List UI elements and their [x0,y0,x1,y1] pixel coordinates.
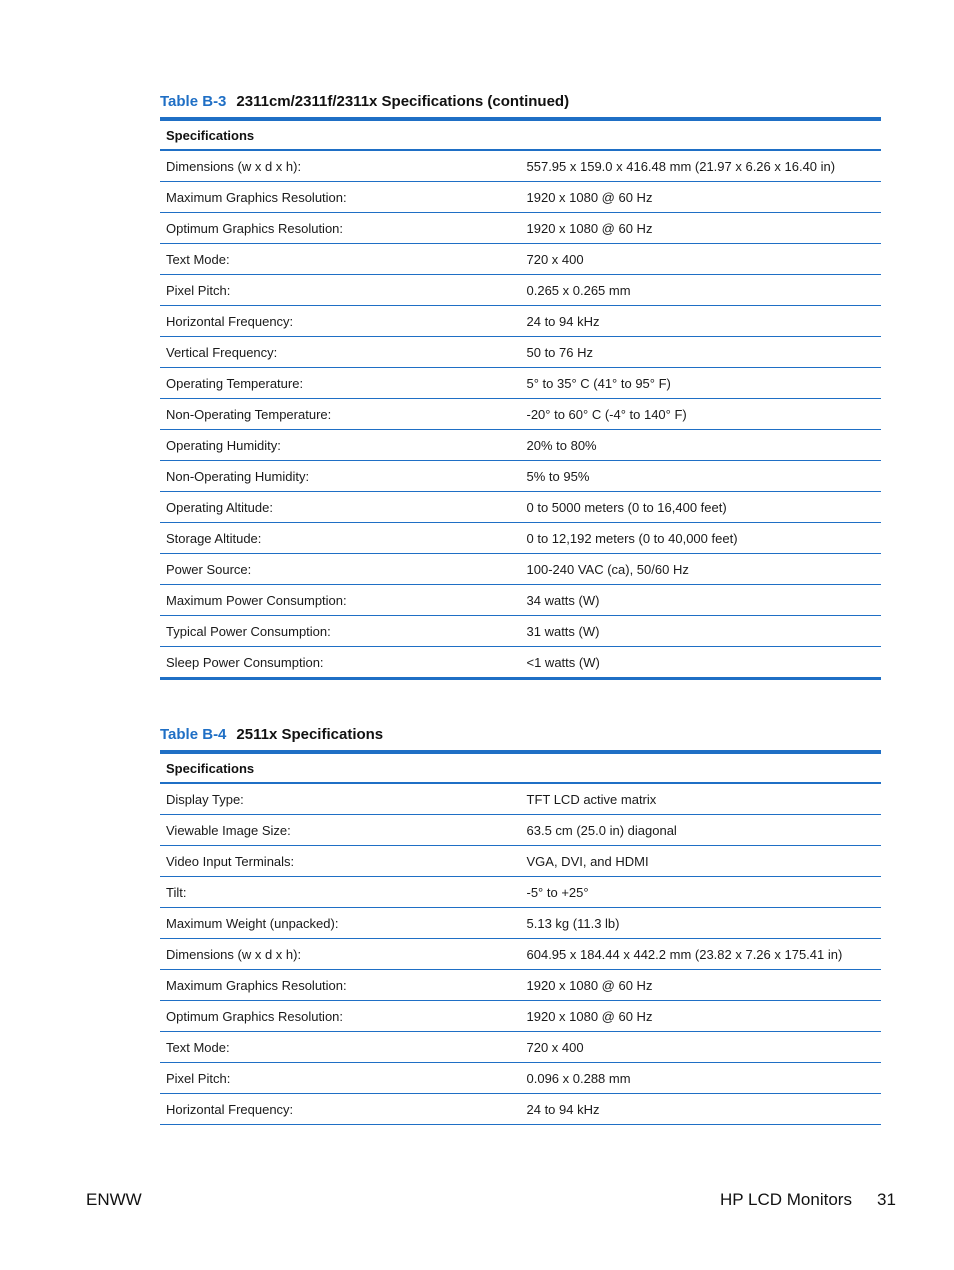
spec-label: Video Input Terminals: [160,846,521,877]
table-row [160,877,881,908]
table-row [160,1001,881,1032]
table-title: 2311cm/2311f/2311x Specifications (continued) [236,93,570,110]
spec-value: 0.265 x 0.265 mm [521,275,882,306]
spec-value: 5.13 kg (11.3 lb) [521,908,882,939]
spec-label: Maximum Power Consumption: [160,585,521,616]
table-row [160,846,881,877]
table-number: Table B-4 [160,726,227,743]
spec-value: -5° to +25° [521,877,882,908]
table-row [160,1032,881,1063]
spec-value: TFT LCD active matrix [521,783,882,815]
table-row [160,1063,881,1094]
spec-label: Maximum Graphics Resolution: [160,970,521,1001]
spec-label: Non-Operating Humidity: [160,461,521,492]
spec-label: Storage Altitude: [160,523,521,554]
spec-label: Text Mode: [160,1032,521,1063]
table-body [160,783,881,1125]
table-b3 [160,92,881,680]
spec-value: 0 to 12,192 meters (0 to 40,000 feet) [521,523,882,554]
spec-value: 720 x 400 [521,244,882,275]
spec-label: Power Source: [160,554,521,585]
spec-value: 63.5 cm (25.0 in) diagonal [521,815,882,846]
table-row [160,337,881,368]
spec-label: Viewable Image Size: [160,815,521,846]
spec-value: 31 watts (W) [521,616,882,647]
table-row [160,783,881,815]
spec-label: Dimensions (w x d x h): [160,939,521,970]
table-row [160,585,881,616]
spec-label: Operating Temperature: [160,368,521,399]
spec-label: Maximum Graphics Resolution: [160,182,521,213]
table-body [160,150,881,679]
table-row [160,523,881,554]
spec-label: Maximum Weight (unpacked): [160,908,521,939]
spec-label: Horizontal Frequency: [160,306,521,337]
spec-label: Text Mode: [160,244,521,275]
spec-value: VGA, DVI, and HDMI [521,846,882,877]
table-row [160,1094,881,1125]
spec-label: Pixel Pitch: [160,275,521,306]
spec-value: <1 watts (W) [521,647,882,679]
table-row [160,908,881,939]
spec-value: 100-240 VAC (ca), 50/60 Hz [521,554,882,585]
footer-section-title: HP LCD Monitors [720,1190,852,1209]
table-row [160,306,881,337]
table-row [160,275,881,306]
spec-label: Dimensions (w x d x h): [160,150,521,182]
spec-label: Horizontal Frequency: [160,1094,521,1125]
table-row [160,815,881,846]
spec-table [160,750,881,1125]
table-row [160,430,881,461]
table-title: 2511x Specifications [236,726,384,743]
table-row [160,213,881,244]
spec-value: 50 to 76 Hz [521,337,882,368]
table-b4 [160,725,881,1125]
spec-value: -20° to 60° C (-4° to 140° F) [521,399,882,430]
spec-value: 0 to 5000 meters (0 to 16,400 feet) [521,492,882,523]
spec-value: 720 x 400 [521,1032,882,1063]
spec-label: Non-Operating Temperature: [160,399,521,430]
table-caption [160,92,881,111]
spec-label: Tilt: [160,877,521,908]
table-row [160,492,881,523]
spec-value: 5° to 35° C (41° to 95° F) [521,368,882,399]
spec-label: Sleep Power Consumption: [160,647,521,679]
table-row [160,970,881,1001]
table-row [160,647,881,679]
page-number: 31 [877,1190,896,1209]
table-header-row [160,119,881,150]
spec-label: Optimum Graphics Resolution: [160,213,521,244]
spec-value: 24 to 94 kHz [521,306,882,337]
spec-value: 24 to 94 kHz [521,1094,882,1125]
spec-value: 604.95 x 184.44 x 442.2 mm (23.82 x 7.26 x 175.41 in) [521,939,882,970]
spec-value: 557.95 x 159.0 x 416.48 mm (21.97 x 6.26 x 16.40 in) [521,150,882,182]
table-row [160,461,881,492]
spec-value: 1920 x 1080 @ 60 Hz [521,182,882,213]
spec-value: 1920 x 1080 @ 60 Hz [521,213,882,244]
spec-label: Pixel Pitch: [160,1063,521,1094]
spec-value: 1920 x 1080 @ 60 Hz [521,1001,882,1032]
footer-doc-code: ENWW [86,1190,142,1209]
table-row [160,399,881,430]
spec-value: 1920 x 1080 @ 60 Hz [521,970,882,1001]
spec-value: 5% to 95% [521,461,882,492]
spec-table [160,117,881,680]
table-header: Specifications [166,760,255,776]
spec-label: Optimum Graphics Resolution: [160,1001,521,1032]
spec-label: Vertical Frequency: [160,337,521,368]
table-row [160,182,881,213]
table-row [160,939,881,970]
spec-label: Display Type: [160,783,521,815]
spec-label: Typical Power Consumption: [160,616,521,647]
spec-value: 20% to 80% [521,430,882,461]
spec-value: 34 watts (W) [521,585,882,616]
spec-label: Operating Humidity: [160,430,521,461]
table-number: Table B-3 [160,93,227,110]
table-row [160,616,881,647]
table-caption [160,725,881,744]
table-header-row [160,752,881,783]
table-row [160,554,881,585]
spec-value: 0.096 x 0.288 mm [521,1063,882,1094]
spec-label: Operating Altitude: [160,492,521,523]
table-row [160,150,881,182]
table-row [160,244,881,275]
table-row [160,368,881,399]
table-header: Specifications [166,127,255,143]
